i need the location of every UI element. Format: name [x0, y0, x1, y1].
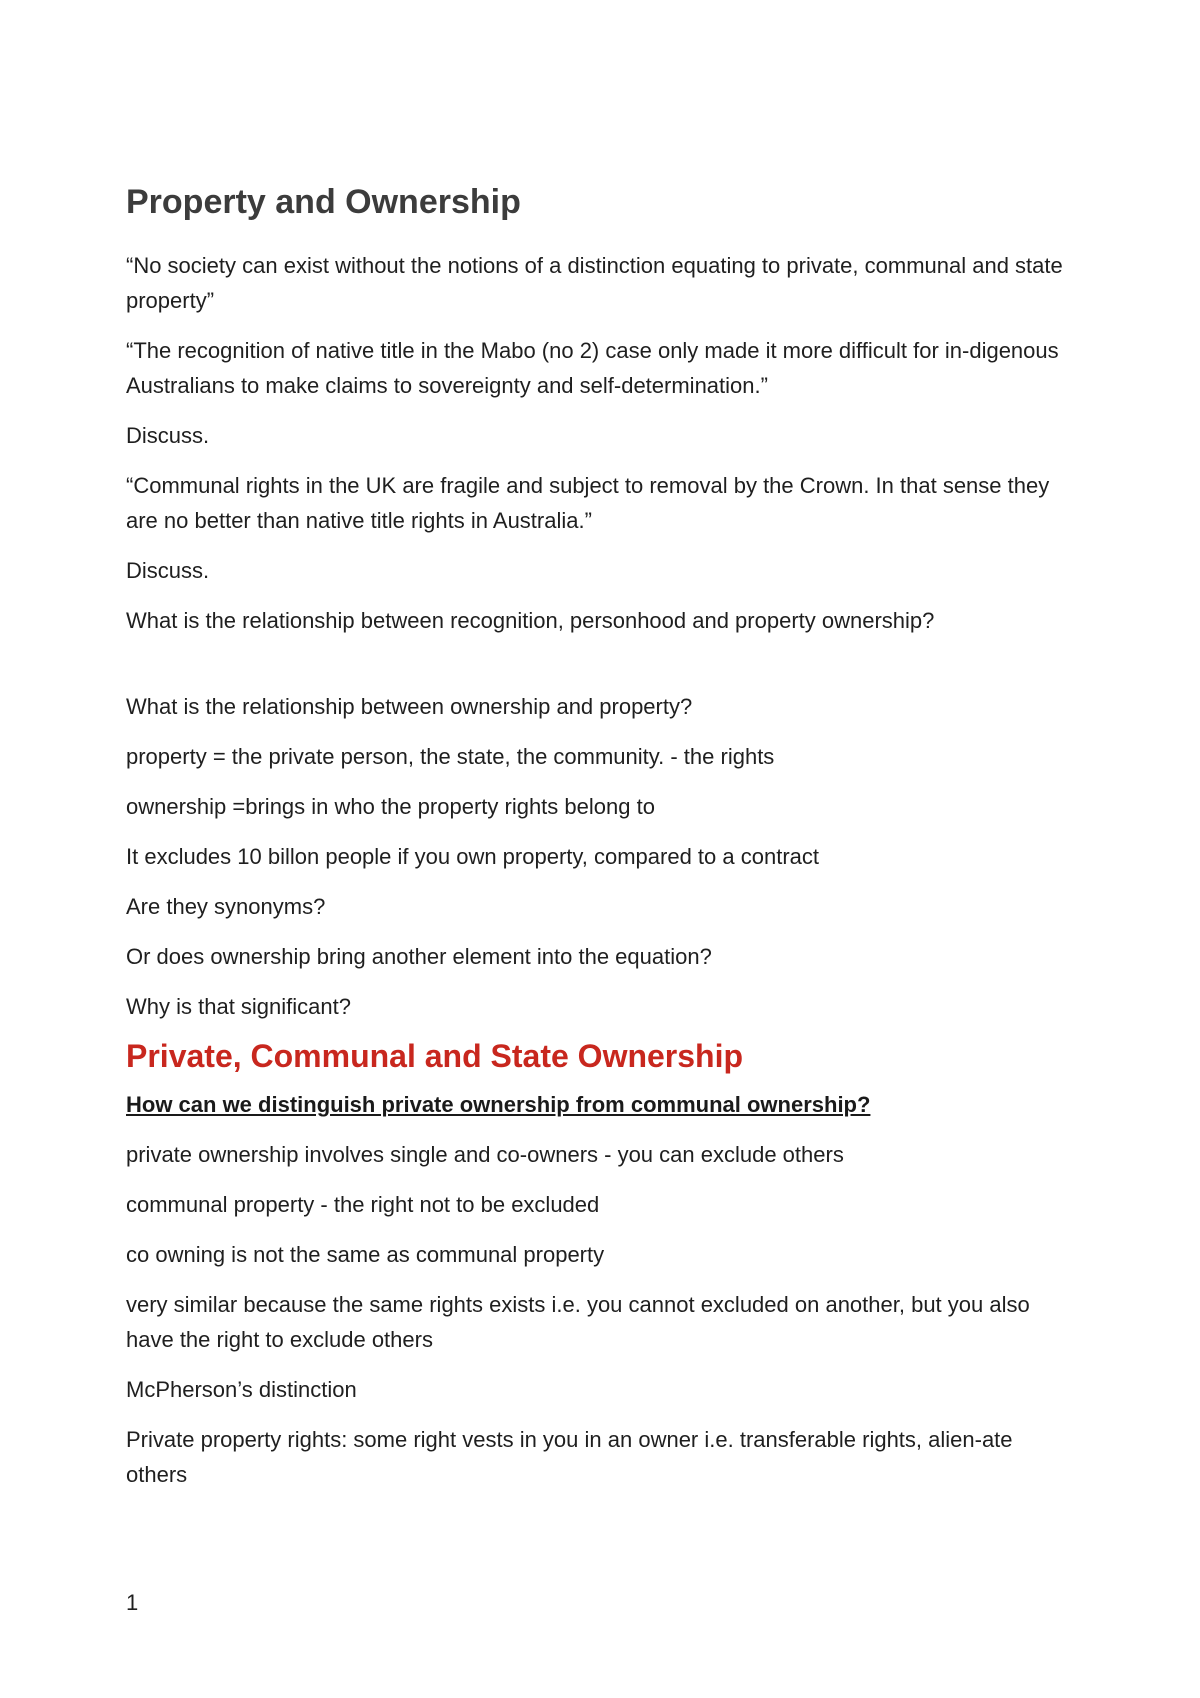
note-private-ownership: private ownership involves single and co-owners - you can exclude others: [126, 1142, 844, 1167]
note-communal-property: communal property - the right not to be excluded: [126, 1192, 600, 1217]
page-number: 1: [126, 1590, 139, 1615]
question-ownership-property: What is the relationship between ownership and property?: [126, 694, 693, 719]
document-body: [126, 180, 1076, 1507]
discuss-prompt: Discuss.: [126, 558, 210, 583]
note-mcpherson: McPherson’s distinction: [126, 1377, 357, 1402]
paragraph-spacer: [126, 653, 1076, 689]
question-significance: Why is that significant?: [126, 994, 351, 1019]
page-title: Property and Ownership: [126, 183, 521, 221]
question-recognition-personhood: What is the relationship between recognition, personhood and property ownership?: [126, 608, 935, 633]
note-co-owning: co owning is not the same as communal property: [126, 1242, 605, 1267]
quote-paragraph-society: “No society can exist without the notions of a distinction equating to private, communal and state property”: [126, 253, 1063, 313]
quote-paragraph-mabo: “The recognition of native title in the Mabo (no 2) case only made it more difficult for in-digenous Australians to make claims to sovereignty and self-determination.”: [126, 338, 1059, 398]
section-subheading: How can we distinguish private ownership from communal ownership?: [126, 1092, 871, 1117]
section-heading: Private, Communal and State Ownership: [126, 1038, 744, 1074]
quote-paragraph-communal-rights: “Communal rights in the UK are fragile and subject to removal by the Crown. In that sense they are no better than native title rights in Australia.”: [126, 473, 1050, 533]
discuss-prompt: Discuss.: [126, 423, 210, 448]
question-another-element: Or does ownership bring another element into the equation?: [126, 944, 712, 969]
note-similarity: very similar because the same rights exists i.e. you cannot excluded on another, but you also have the right to exclude others: [126, 1292, 1030, 1352]
question-synonyms: Are they synonyms?: [126, 894, 326, 919]
note-property-definition: property = the private person, the state, the community. - the rights: [126, 744, 775, 769]
note-ownership-definition: ownership =brings in who the property rights belong to: [126, 794, 655, 819]
note-private-property-rights: Private property rights: some right vests in you in an owner i.e. transferable rights, alien-ate others: [126, 1427, 1013, 1487]
note-exclusion: It excludes 10 billon people if you own property, compared to a contract: [126, 844, 819, 869]
